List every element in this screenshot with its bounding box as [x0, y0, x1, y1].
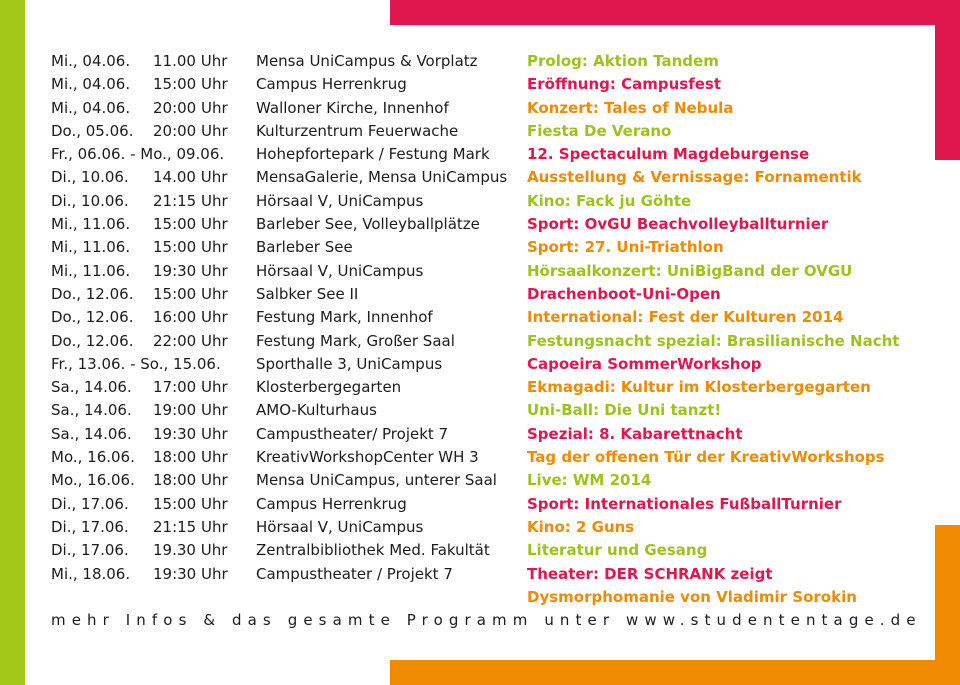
date: Fr., 06.06. - Mo., 09.06.: [51, 145, 225, 164]
time: 17:00 Uhr: [153, 378, 228, 397]
venue: Festung Mark, Großer Saal: [256, 331, 455, 350]
event-title: Prolog: Aktion Tandem: [527, 52, 719, 70]
time: 15:00 Uhr: [153, 494, 228, 513]
schedule-row: [51, 306, 931, 329]
event-title: Kino: Fack ju Göhte: [527, 191, 692, 210]
schedule-row: [51, 166, 931, 189]
schedule-row: [51, 283, 931, 306]
schedule-row: [51, 516, 931, 539]
time: 18:00 Uhr: [153, 448, 228, 467]
schedule-row: [51, 469, 931, 492]
time: 18:00 Uhr: [153, 471, 228, 490]
time: 19.30 Uhr: [153, 541, 228, 560]
schedule-row: [51, 539, 931, 562]
time: 11.00 Uhr: [153, 52, 228, 70]
red-accent-bar-top: [390, 0, 960, 25]
venue: Hörsaal V, UniCampus: [256, 191, 424, 210]
date: Mo., 16.06.: [51, 448, 135, 467]
venue: Festung Mark, Innenhof: [256, 308, 433, 327]
event-title: Live: WM 2014: [527, 471, 652, 490]
orange-accent-bar-bottom: [390, 660, 960, 685]
time: 15:00 Uhr: [153, 238, 228, 257]
date: Sa., 14.06.: [51, 424, 132, 443]
venue: AMO-Kulturhaus: [256, 401, 377, 420]
venue: Mensa UniCampus, unterer Saal: [256, 471, 497, 490]
date: Fr., 13.06. - So., 15.06.: [51, 354, 221, 373]
date: Do., 12.06.: [51, 284, 134, 303]
footer-info: mehr Infos & das gesamte Programm unter www.studententage.de: [51, 611, 922, 629]
event-title: Sport: OvGU Beachvolleyballturnier: [527, 215, 829, 234]
event-title: Uni-Ball: Die Uni tanzt!: [527, 401, 722, 420]
event-title: Sport: 27. Uni-Triathlon: [527, 238, 724, 257]
date: Di., 17.06.: [51, 541, 129, 560]
time: 22:00 Uhr: [153, 331, 228, 350]
schedule-row: [51, 213, 931, 236]
schedule-row: [51, 73, 931, 96]
event-title: Drachenboot-Uni-Open: [527, 284, 721, 303]
time: 21:15 Uhr: [153, 191, 228, 210]
venue: Salbker See II: [256, 284, 359, 303]
time: 19:30 Uhr: [153, 261, 228, 280]
event-title: Literatur und Gesang: [527, 541, 708, 560]
venue: KreativWorkshopCenter WH 3: [256, 448, 479, 467]
event-title: Kino: 2 Guns: [527, 517, 635, 536]
time: 20:00 Uhr: [153, 121, 228, 140]
venue: Campustheater/ Projekt 7: [256, 424, 449, 443]
venue: Walloner Kirche, Innenhof: [256, 98, 449, 117]
time: 19:30 Uhr: [153, 564, 228, 583]
schedule-row: [51, 446, 931, 469]
venue: MensaGalerie, Mensa UniCampus: [256, 168, 508, 187]
schedule-row: [51, 236, 931, 259]
event-title: Sport: Internationales FußballTurnier: [527, 494, 842, 513]
time: 21:15 Uhr: [153, 517, 228, 536]
venue: Barleber See: [256, 238, 353, 257]
date: Do., 12.06.: [51, 308, 134, 327]
event-title: Capoeira SommerWorkshop: [527, 354, 762, 373]
venue: Hohepfortepark / Festung Mark: [256, 145, 490, 164]
schedule-row: [51, 353, 931, 376]
date: Mo., 16.06.: [51, 471, 135, 490]
venue: Campus Herrenkrug: [256, 75, 407, 94]
event-title: Spezial: 8. Kabarettnacht: [527, 424, 743, 443]
date: Mi., 04.06.: [51, 52, 131, 70]
venue: Zentralbibliothek Med. Fakultät: [256, 541, 490, 560]
time: 16:00 Uhr: [153, 308, 228, 327]
venue: Campustheater / Projekt 7: [256, 564, 453, 583]
time: 14.00 Uhr: [153, 168, 228, 187]
date: Di., 17.06.: [51, 494, 129, 513]
event-title: Fiesta De Verano: [527, 121, 672, 140]
time: 19:00 Uhr: [153, 401, 228, 420]
time: 15:00 Uhr: [153, 75, 228, 94]
venue: Hörsaal V, UniCampus: [256, 261, 424, 280]
date: Do., 05.06.: [51, 121, 134, 140]
venue: Mensa UniCampus & Vorplatz: [256, 52, 478, 70]
schedule-row: [51, 586, 931, 609]
time: 20:00 Uhr: [153, 98, 228, 117]
date: Sa., 14.06.: [51, 378, 132, 397]
schedule-row: [51, 563, 931, 586]
event-title: Ausstellung & Vernissage: Fornamentik: [527, 168, 862, 187]
event-title: Hörsaalkonzert: UniBigBand der OVGU: [527, 261, 853, 280]
venue: Barleber See, Volleyballplätze: [256, 215, 480, 234]
event-title: International: Fest der Kulturen 2014: [527, 308, 844, 327]
schedule-row: [51, 190, 931, 213]
schedule-list: [51, 50, 931, 609]
event-title: Tag der offenen Tür der KreativWorkshops: [527, 448, 885, 467]
red-accent-bar-right: [935, 0, 960, 160]
date: Mi., 11.06.: [51, 261, 131, 280]
date: Mi., 04.06.: [51, 98, 131, 117]
schedule-row: [51, 376, 931, 399]
time: 15:00 Uhr: [153, 215, 228, 234]
time: 19:30 Uhr: [153, 424, 228, 443]
event-title: Eröffnung: Campusfest: [527, 75, 721, 94]
date: Mi., 04.06.: [51, 75, 131, 94]
green-accent-bar: [0, 0, 25, 685]
schedule-row: [51, 423, 931, 446]
schedule-row: [51, 399, 931, 422]
schedule-row: [51, 50, 931, 73]
event-title: Konzert: Tales of Nebula: [527, 98, 734, 117]
venue: Hörsaal V, UniCampus: [256, 517, 424, 536]
schedule-row: [51, 143, 931, 166]
event-title: Dysmorphomanie von Vladimir Sorokin: [527, 587, 857, 606]
venue: Sporthalle 3, UniCampus: [256, 354, 443, 373]
venue: Campus Herrenkrug: [256, 494, 407, 513]
event-title: Festungsnacht spezial: Brasilianische Nacht: [527, 331, 900, 350]
venue: Klosterbergegarten: [256, 378, 402, 397]
date: Sa., 14.06.: [51, 401, 132, 420]
date: Di., 10.06.: [51, 191, 129, 210]
schedule-row: [51, 493, 931, 516]
schedule-row: [51, 97, 931, 120]
date: Di., 17.06.: [51, 517, 129, 536]
date: Mi., 11.06.: [51, 238, 131, 257]
schedule-row: [51, 330, 931, 353]
event-title: 12. Spectaculum Magdeburgense: [527, 145, 810, 164]
date: Di., 10.06.: [51, 168, 129, 187]
time: 15:00 Uhr: [153, 284, 228, 303]
schedule-row: [51, 120, 931, 143]
date: Mi., 18.06.: [51, 564, 131, 583]
date: Mi., 11.06.: [51, 215, 131, 234]
date: Do., 12.06.: [51, 331, 134, 350]
schedule-row: [51, 260, 931, 283]
event-title: Theater: DER SCHRANK zeigt: [527, 564, 773, 583]
venue: Kulturzentrum Feuerwache: [256, 121, 459, 140]
event-title: Ekmagadi: Kultur im Klosterbergegarten: [527, 378, 871, 397]
